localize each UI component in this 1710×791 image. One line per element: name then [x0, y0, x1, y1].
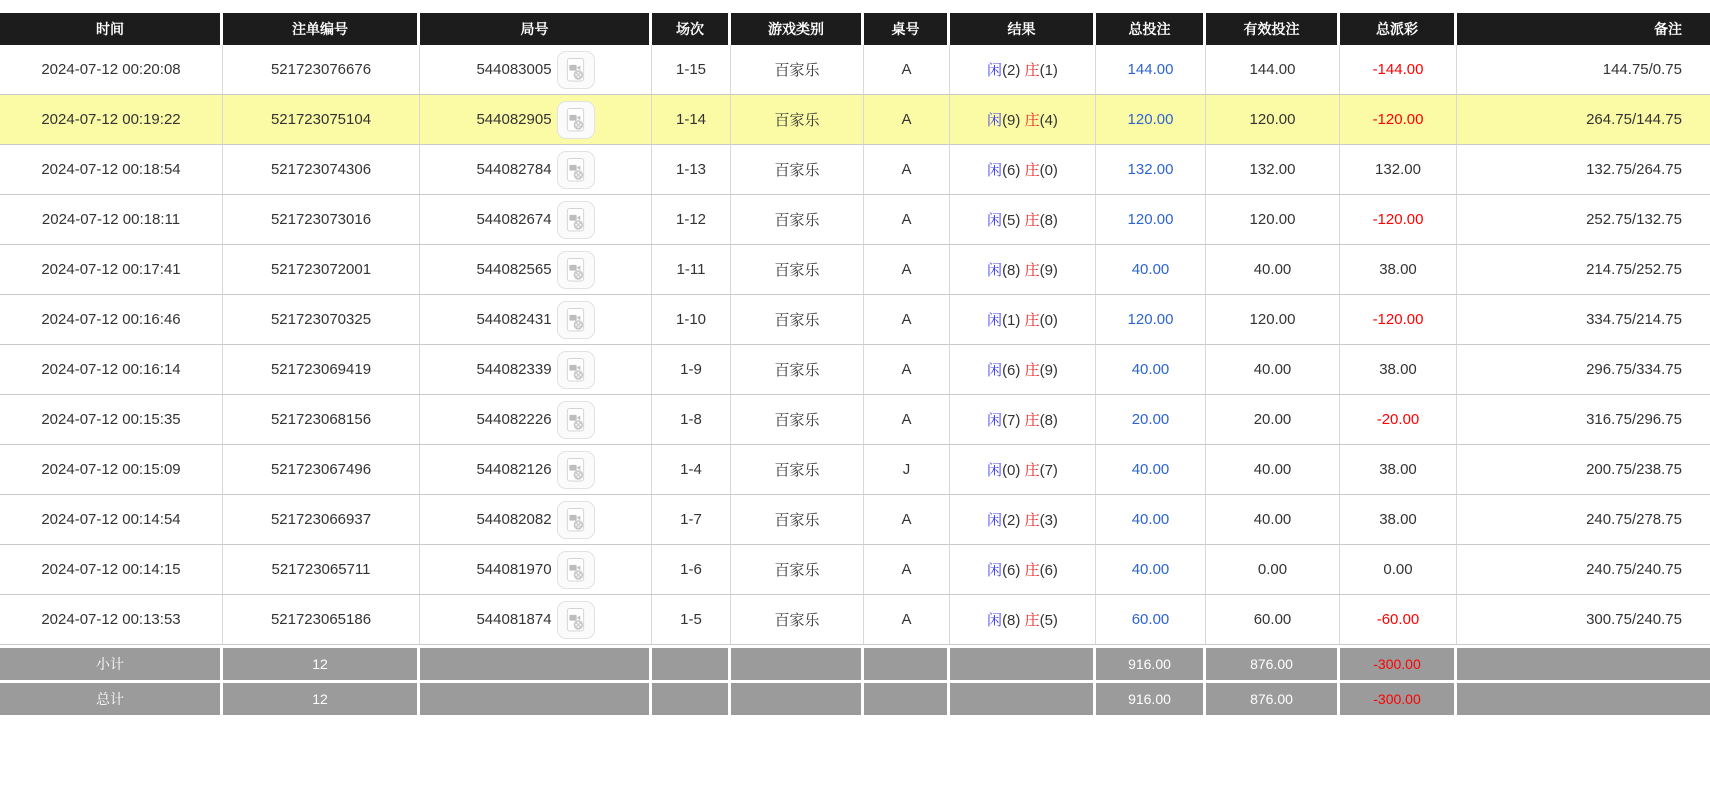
session-cell: 1-12 — [652, 195, 731, 245]
table-row[interactable] — [0, 345, 1710, 395]
column-header-table_no: 桌号 — [864, 13, 950, 45]
game-type-cell: 百家乐 — [731, 545, 864, 595]
video-replay-button[interactable] — [557, 551, 595, 589]
banker-result-score: (9) — [1039, 362, 1058, 379]
total-bet-link[interactable]: 40.00 — [1096, 445, 1206, 495]
total-payout-cell: 38.00 — [1340, 245, 1457, 295]
video-replay-button[interactable] — [557, 51, 595, 89]
remark-cell: 316.75/296.75 — [1457, 395, 1710, 445]
round-number: 544082126 — [476, 461, 552, 478]
result-cell — [950, 245, 1096, 295]
game-type-cell: 百家乐 — [731, 345, 864, 395]
column-header-round_no: 局号 — [420, 13, 652, 45]
result-cell — [950, 545, 1096, 595]
table-row[interactable] — [0, 45, 1710, 95]
player-result-score: (2) — [1002, 512, 1021, 529]
video-replay-button[interactable] — [557, 251, 595, 289]
bet-number-cell: 521723066937 — [223, 495, 420, 545]
banker-result-score: (1) — [1039, 62, 1058, 79]
player-result-score: (8) — [1002, 612, 1021, 629]
banker-result-label: 庄 — [1024, 512, 1040, 529]
valid-bet-cell: 20.00 — [1206, 395, 1340, 445]
banker-result-label: 庄 — [1024, 262, 1040, 279]
banker-result-label: 庄 — [1024, 62, 1040, 79]
time-cell: 2024-07-12 00:18:54 — [0, 145, 223, 195]
player-result-label: 闲 — [987, 262, 1003, 279]
valid-bet-cell: 132.00 — [1206, 145, 1340, 195]
banker-result-score: (6) — [1039, 562, 1058, 579]
session-cell: 1-11 — [652, 245, 731, 295]
table-row[interactable] — [0, 395, 1710, 445]
summary-total-payout-cell: -300.00 — [1340, 680, 1457, 715]
summary-empty-cell — [1457, 680, 1710, 715]
total-bet-link[interactable]: 144.00 — [1096, 45, 1206, 95]
video-replay-icon — [564, 557, 587, 583]
time-cell: 2024-07-12 00:13:53 — [0, 595, 223, 645]
total-payout-cell: 38.00 — [1340, 445, 1457, 495]
total-payout-cell: -120.00 — [1340, 295, 1457, 345]
session-cell: 1-4 — [652, 445, 731, 495]
remark-cell: 252.75/132.75 — [1457, 195, 1710, 245]
summary-total-bet-cell: 916.00 — [1096, 680, 1206, 715]
player-result-label: 闲 — [987, 362, 1003, 379]
valid-bet-cell: 144.00 — [1206, 45, 1340, 95]
bet-number-cell: 521723073016 — [223, 195, 420, 245]
player-result-score: (6) — [1002, 162, 1021, 179]
summary-empty-cell — [731, 680, 864, 715]
total-payout-cell: 38.00 — [1340, 345, 1457, 395]
total-payout-cell: -120.00 — [1340, 95, 1457, 145]
table-number-cell: A — [864, 395, 950, 445]
table-row[interactable] — [0, 145, 1710, 195]
round-number-cell — [420, 495, 652, 545]
session-cell: 1-5 — [652, 595, 731, 645]
round-number-cell — [420, 295, 652, 345]
remark-cell: 296.75/334.75 — [1457, 345, 1710, 395]
table-number-cell: A — [864, 595, 950, 645]
column-header-remark: 备注 — [1457, 13, 1710, 45]
round-number: 544083005 — [476, 61, 552, 78]
column-header-result: 结果 — [950, 13, 1096, 45]
round-number: 544082784 — [476, 161, 552, 178]
banker-result-label: 庄 — [1024, 112, 1040, 129]
video-replay-icon — [564, 457, 587, 483]
table-row[interactable] — [0, 445, 1710, 495]
summary-label-cell: 小计 — [0, 645, 223, 680]
video-replay-button[interactable] — [557, 201, 595, 239]
summary-total-payout-cell: -300.00 — [1340, 645, 1457, 680]
video-replay-icon — [564, 207, 587, 233]
total-payout-cell: 0.00 — [1340, 545, 1457, 595]
remark-cell: 200.75/238.75 — [1457, 445, 1710, 495]
player-result-score: (6) — [1002, 362, 1021, 379]
time-cell: 2024-07-12 00:20:08 — [0, 45, 223, 95]
table-number-cell: A — [864, 145, 950, 195]
bet-number-cell: 521723072001 — [223, 245, 420, 295]
round-number-cell — [420, 95, 652, 145]
game-type-cell: 百家乐 — [731, 295, 864, 345]
session-cell: 1-15 — [652, 45, 731, 95]
banker-result-label: 庄 — [1024, 462, 1040, 479]
table-number-cell: A — [864, 195, 950, 245]
video-replay-button[interactable] — [557, 401, 595, 439]
result-cell — [950, 295, 1096, 345]
summary-empty-cell — [950, 645, 1096, 680]
summary-total-bet-cell: 916.00 — [1096, 645, 1206, 680]
session-cell: 1-9 — [652, 345, 731, 395]
banker-result-score: (3) — [1039, 512, 1058, 529]
column-header-total_bet: 总投注 — [1096, 13, 1206, 45]
summary-bet-count-cell: 12 — [223, 645, 420, 680]
bet-number-cell: 521723065186 — [223, 595, 420, 645]
result-cell — [950, 445, 1096, 495]
video-replay-button[interactable] — [557, 601, 595, 639]
banker-result-score: (7) — [1039, 462, 1058, 479]
round-number: 544082226 — [476, 411, 552, 428]
summary-empty-cell — [950, 680, 1096, 715]
summary-empty-cell — [420, 680, 652, 715]
time-cell: 2024-07-12 00:15:09 — [0, 445, 223, 495]
round-number: 544082082 — [476, 511, 552, 528]
banker-result-label: 庄 — [1024, 412, 1040, 429]
time-cell: 2024-07-12 00:16:46 — [0, 295, 223, 345]
column-header-valid_bet: 有效投注 — [1206, 13, 1340, 45]
player-result-label: 闲 — [987, 512, 1003, 529]
round-number-cell — [420, 595, 652, 645]
game-type-cell: 百家乐 — [731, 395, 864, 445]
summary-bet-count-cell: 12 — [223, 680, 420, 715]
total-bet-link[interactable]: 120.00 — [1096, 95, 1206, 145]
bet-number-cell: 521723067496 — [223, 445, 420, 495]
bet-number-cell: 521723065711 — [223, 545, 420, 595]
round-number-cell — [420, 145, 652, 195]
video-replay-icon — [564, 157, 587, 183]
time-cell: 2024-07-12 00:14:15 — [0, 545, 223, 595]
player-result-score: (6) — [1002, 562, 1021, 579]
header-row — [0, 13, 1710, 45]
bet-number-cell: 521723074306 — [223, 145, 420, 195]
video-replay-icon — [564, 507, 587, 533]
total-payout-cell: -20.00 — [1340, 395, 1457, 445]
session-cell: 1-8 — [652, 395, 731, 445]
result-cell — [950, 45, 1096, 95]
table-number-cell: A — [864, 545, 950, 595]
column-header-session: 场次 — [652, 13, 731, 45]
total-bet-link[interactable]: 120.00 — [1096, 295, 1206, 345]
player-result-score: (9) — [1002, 112, 1021, 129]
valid-bet-cell: 120.00 — [1206, 195, 1340, 245]
round-number: 544081874 — [476, 611, 552, 628]
column-header-total_payout: 总派彩 — [1340, 13, 1457, 45]
table-number-cell: A — [864, 295, 950, 345]
round-number-cell — [420, 545, 652, 595]
banker-result-score: (0) — [1039, 312, 1058, 329]
banker-result-label: 庄 — [1024, 612, 1040, 629]
summary-empty-cell — [864, 680, 950, 715]
summary-empty-cell — [420, 645, 652, 680]
column-header-bet_no: 注单编号 — [223, 13, 420, 45]
table-row[interactable] — [0, 95, 1710, 145]
player-result-score: (8) — [1002, 262, 1021, 279]
game-type-cell: 百家乐 — [731, 245, 864, 295]
table-row[interactable] — [0, 495, 1710, 545]
total-bet-link[interactable]: 40.00 — [1096, 495, 1206, 545]
player-result-score: (2) — [1002, 62, 1021, 79]
video-replay-icon — [564, 407, 587, 433]
round-number: 544082339 — [476, 361, 552, 378]
total-bet-link[interactable]: 20.00 — [1096, 395, 1206, 445]
valid-bet-cell: 40.00 — [1206, 245, 1340, 295]
bet-number-cell: 521723075104 — [223, 95, 420, 145]
summary-empty-cell — [1457, 645, 1710, 680]
video-replay-button[interactable] — [557, 151, 595, 189]
total-bet-link[interactable]: 40.00 — [1096, 545, 1206, 595]
total-payout-cell: 132.00 — [1340, 145, 1457, 195]
video-replay-button[interactable] — [557, 501, 595, 539]
time-cell: 2024-07-12 00:15:35 — [0, 395, 223, 445]
session-cell: 1-14 — [652, 95, 731, 145]
table-number-cell: A — [864, 345, 950, 395]
valid-bet-cell: 120.00 — [1206, 95, 1340, 145]
table-row[interactable] — [0, 545, 1710, 595]
total-payout-cell: 38.00 — [1340, 495, 1457, 545]
table-row[interactable] — [0, 195, 1710, 245]
table-number-cell: J — [864, 445, 950, 495]
total-bet-link[interactable]: 132.00 — [1096, 145, 1206, 195]
bet-number-cell: 521723070325 — [223, 295, 420, 345]
valid-bet-cell: 40.00 — [1206, 345, 1340, 395]
round-number-cell — [420, 445, 652, 495]
remark-cell: 300.75/240.75 — [1457, 595, 1710, 645]
banker-result-label: 庄 — [1024, 362, 1040, 379]
player-result-score: (1) — [1002, 312, 1021, 329]
banker-result-label: 庄 — [1024, 212, 1040, 229]
banker-result-label: 庄 — [1024, 312, 1040, 329]
round-number: 544082905 — [476, 111, 552, 128]
player-result-score: (5) — [1002, 212, 1021, 229]
remark-cell: 334.75/214.75 — [1457, 295, 1710, 345]
result-cell — [950, 395, 1096, 445]
video-replay-button[interactable] — [557, 451, 595, 489]
table-body — [0, 45, 1710, 645]
video-replay-button[interactable] — [557, 301, 595, 339]
game-type-cell: 百家乐 — [731, 95, 864, 145]
player-result-label: 闲 — [987, 162, 1003, 179]
game-type-cell: 百家乐 — [731, 495, 864, 545]
valid-bet-cell: 60.00 — [1206, 595, 1340, 645]
result-cell — [950, 345, 1096, 395]
total-bet-link[interactable]: 40.00 — [1096, 245, 1206, 295]
subtotal-row — [0, 645, 1710, 680]
video-replay-icon — [564, 607, 587, 633]
remark-cell: 264.75/144.75 — [1457, 95, 1710, 145]
result-cell — [950, 595, 1096, 645]
table-number-cell: A — [864, 45, 950, 95]
total-bet-link[interactable]: 60.00 — [1096, 595, 1206, 645]
session-cell: 1-7 — [652, 495, 731, 545]
time-cell: 2024-07-12 00:17:41 — [0, 245, 223, 295]
player-result-score: (0) — [1002, 462, 1021, 479]
time-cell: 2024-07-12 00:18:11 — [0, 195, 223, 245]
banker-result-score: (8) — [1039, 412, 1058, 429]
banker-result-score: (0) — [1039, 162, 1058, 179]
table-number-cell: A — [864, 95, 950, 145]
result-cell — [950, 95, 1096, 145]
remark-cell: 132.75/264.75 — [1457, 145, 1710, 195]
player-result-label: 闲 — [987, 112, 1003, 129]
game-type-cell: 百家乐 — [731, 45, 864, 95]
result-cell — [950, 495, 1096, 545]
session-cell: 1-13 — [652, 145, 731, 195]
column-header-time: 时间 — [0, 13, 223, 45]
game-type-cell: 百家乐 — [731, 595, 864, 645]
video-replay-button[interactable] — [557, 101, 595, 139]
round-number: 544082674 — [476, 211, 552, 228]
player-result-label: 闲 — [987, 612, 1003, 629]
banker-result-score: (4) — [1039, 112, 1058, 129]
player-result-label: 闲 — [987, 412, 1003, 429]
remark-cell: 240.75/278.75 — [1457, 495, 1710, 545]
bet-records-table — [0, 13, 1710, 715]
table-number-cell: A — [864, 495, 950, 545]
session-cell: 1-10 — [652, 295, 731, 345]
remark-cell: 214.75/252.75 — [1457, 245, 1710, 295]
round-number-cell — [420, 245, 652, 295]
video-replay-icon — [564, 257, 587, 283]
bet-number-cell: 521723076676 — [223, 45, 420, 95]
banker-result-label: 庄 — [1024, 162, 1040, 179]
bet-number-cell: 521723068156 — [223, 395, 420, 445]
time-cell: 2024-07-12 00:16:14 — [0, 345, 223, 395]
player-result-label: 闲 — [987, 312, 1003, 329]
summary-label-cell: 总计 — [0, 680, 223, 715]
summary-valid-bet-cell: 876.00 — [1206, 645, 1340, 680]
result-cell — [950, 145, 1096, 195]
game-type-cell: 百家乐 — [731, 195, 864, 245]
video-replay-icon — [564, 357, 587, 383]
player-result-score: (7) — [1002, 412, 1021, 429]
total-bet-link[interactable]: 40.00 — [1096, 345, 1206, 395]
player-result-label: 闲 — [987, 562, 1003, 579]
summary-empty-cell — [652, 680, 731, 715]
valid-bet-cell: 40.00 — [1206, 495, 1340, 545]
table-row[interactable] — [0, 295, 1710, 345]
banker-result-score: (8) — [1039, 212, 1058, 229]
summary-empty-cell — [731, 645, 864, 680]
result-cell — [950, 195, 1096, 245]
banker-result-score: (5) — [1039, 612, 1058, 629]
table-row[interactable] — [0, 595, 1710, 645]
session-cell: 1-6 — [652, 545, 731, 595]
player-result-label: 闲 — [987, 212, 1003, 229]
total-payout-cell: -144.00 — [1340, 45, 1457, 95]
round-number: 544082431 — [476, 311, 552, 328]
column-header-game_type: 游戏类别 — [731, 13, 864, 45]
video-replay-icon — [564, 307, 587, 333]
summary-empty-cell — [652, 645, 731, 680]
round-number-cell — [420, 345, 652, 395]
banker-result-label: 庄 — [1024, 562, 1040, 579]
valid-bet-cell: 120.00 — [1206, 295, 1340, 345]
bet-number-cell: 521723069419 — [223, 345, 420, 395]
grand-total-row — [0, 680, 1710, 715]
game-type-cell: 百家乐 — [731, 445, 864, 495]
total-payout-cell: -120.00 — [1340, 195, 1457, 245]
table-row[interactable] — [0, 245, 1710, 295]
remark-cell: 240.75/240.75 — [1457, 545, 1710, 595]
round-number: 544081970 — [476, 561, 552, 578]
summary-empty-cell — [864, 645, 950, 680]
banker-result-score: (9) — [1039, 262, 1058, 279]
table-header — [0, 13, 1710, 45]
video-replay-icon — [564, 57, 587, 83]
summary-valid-bet-cell: 876.00 — [1206, 680, 1340, 715]
remark-cell: 144.75/0.75 — [1457, 45, 1710, 95]
valid-bet-cell: 40.00 — [1206, 445, 1340, 495]
valid-bet-cell: 0.00 — [1206, 545, 1340, 595]
table-footer — [0, 645, 1710, 715]
round-number-cell — [420, 195, 652, 245]
video-replay-icon — [564, 107, 587, 133]
table-number-cell: A — [864, 245, 950, 295]
round-number: 544082565 — [476, 261, 552, 278]
total-bet-link[interactable]: 120.00 — [1096, 195, 1206, 245]
video-replay-button[interactable] — [557, 351, 595, 389]
total-payout-cell: -60.00 — [1340, 595, 1457, 645]
player-result-label: 闲 — [987, 462, 1003, 479]
player-result-label: 闲 — [987, 62, 1003, 79]
round-number-cell — [420, 395, 652, 445]
game-type-cell: 百家乐 — [731, 145, 864, 195]
time-cell: 2024-07-12 00:19:22 — [0, 95, 223, 145]
round-number-cell — [420, 45, 652, 95]
time-cell: 2024-07-12 00:14:54 — [0, 495, 223, 545]
